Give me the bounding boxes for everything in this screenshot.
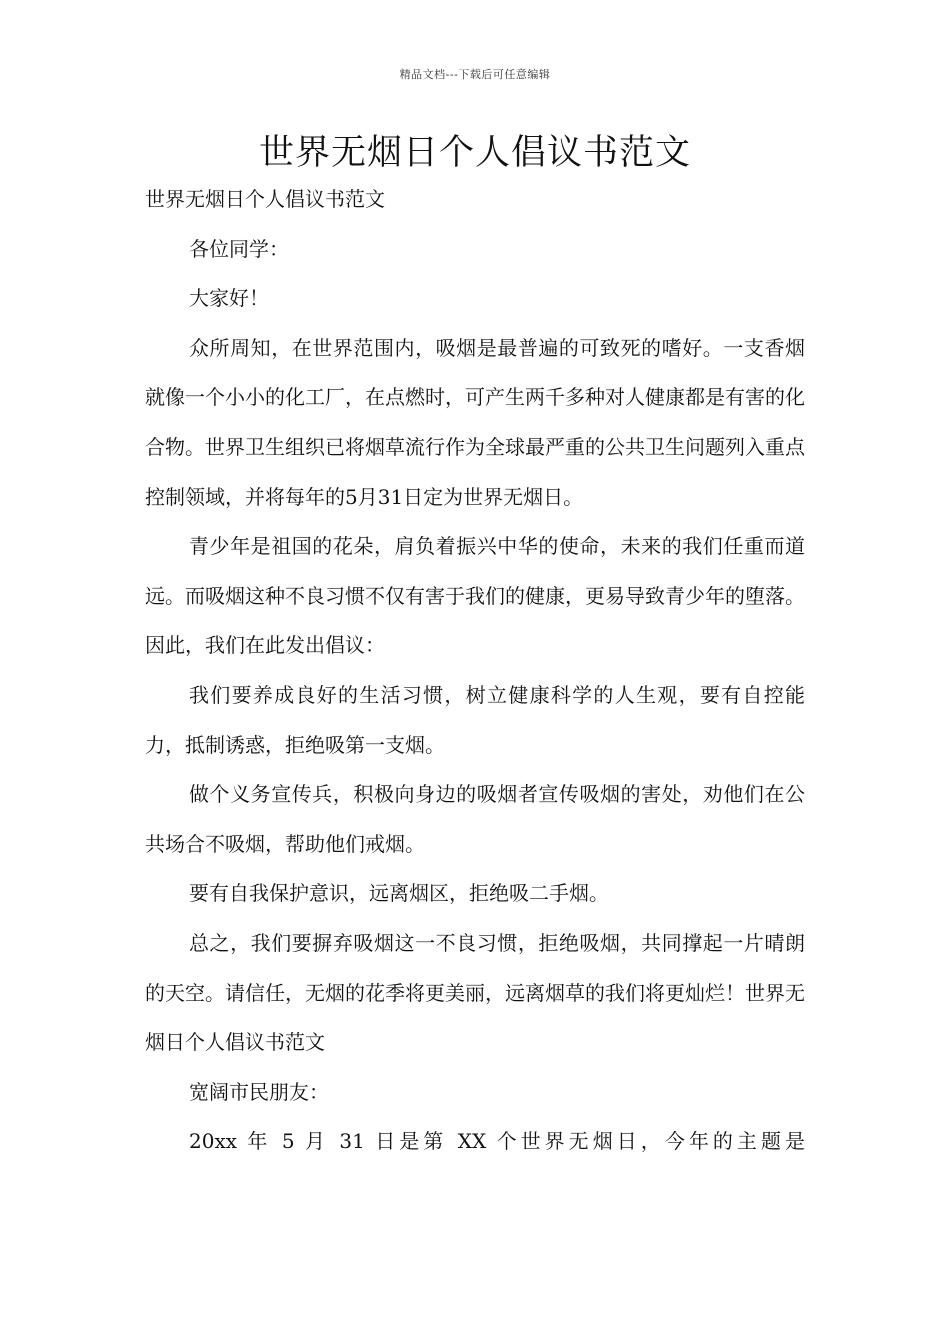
paragraph: 要有自我保护意识，远离烟区，拒绝吸二手烟。 (189, 881, 609, 906)
header-note: 精品文档---下载后可任意编辑 (399, 68, 551, 81)
paragraph: 我们要养成良好的生活习惯，树立健康科学的人生观，要有自控能力，抵制诱惑，拒绝吸第一支烟。 (145, 682, 805, 757)
document-title: 世界无烟日个人倡议书范文 (258, 133, 691, 173)
paragraph-subtitle: 世界无烟日个人倡议书范文 (145, 187, 385, 211)
paragraph-greeting: 大家好！ (189, 286, 269, 311)
paragraph: 青少年是祖国的花朵，肩负着振兴中华的使命，未来的我们任重而道远。而吸烟这种不良习惯不仅有害于我们的健康，更易导致青少年的堕落。因此，我们在此发出倡议： (145, 534, 805, 658)
paragraph: 众所周知，在世界范围内，吸烟是最普遍的可致死的嗜好。一支香烟就像一个小小的化工厂，在点燃时，可产生两千多种对人健康都是有害的化合物。世界卫生组织已将烟草流行作为全球最严重的公共卫生问题列入重点控制领域，并将每年的5月31日定为世界无烟日。 (145, 335, 805, 509)
document-body (145, 175, 805, 1167)
paragraph: 总之，我们要摒弃吸烟这一不良习惯，拒绝吸烟，共同撑起一片晴朗的天空。请信任，无烟的花季将更美丽，远离烟草的我们将更灿烂！世界无烟日个人倡议书范文 (145, 930, 805, 1055)
paragraph-salutation: 各位同学： (189, 236, 289, 261)
paragraph-salutation: 宽阔市民朋友： (189, 1079, 329, 1104)
paragraph: 做个义务宣传兵，积极向身边的吸烟者宣传吸烟的害处，劝他们在公共场合不吸烟，帮助他们戒烟。 (145, 782, 805, 856)
paragraph: 20xx 年 5 月 31 日是第 XX 个世界无烟日，今年的主题是 (189, 1129, 805, 1154)
